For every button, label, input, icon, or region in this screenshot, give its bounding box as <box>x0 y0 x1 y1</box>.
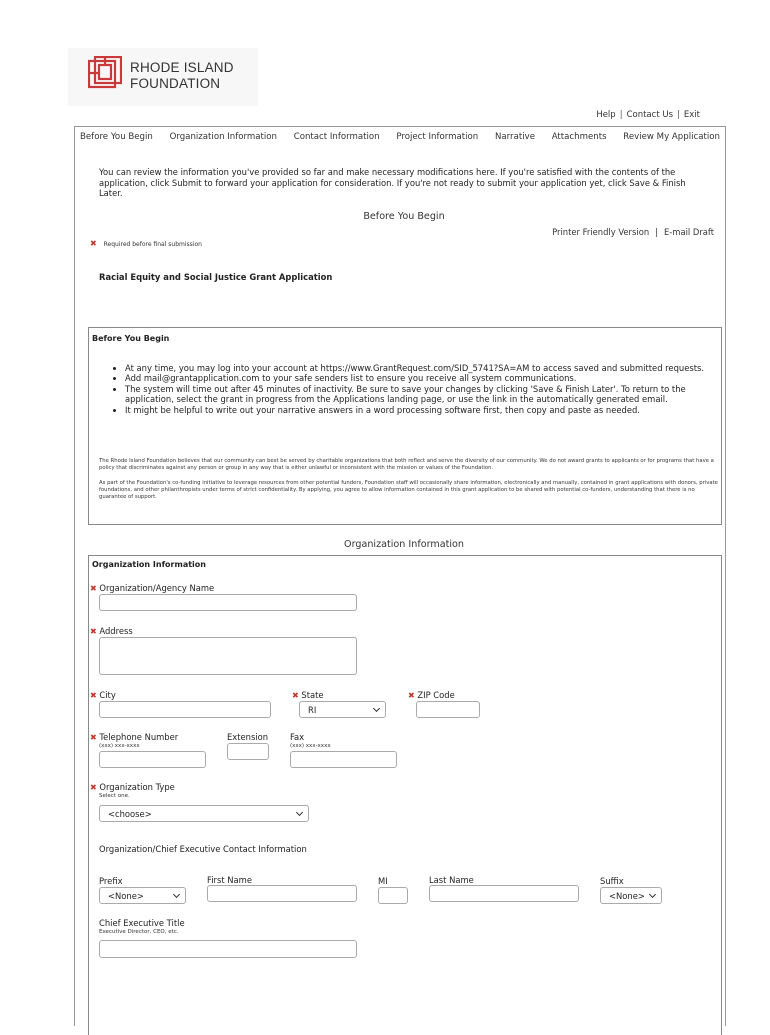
state-select-value: RI <box>308 704 317 715</box>
required-note: ✖ Required before final submission <box>90 239 202 248</box>
panel-heading: Before You Begin <box>92 334 170 343</box>
org-name-input[interactable] <box>99 594 357 611</box>
required-icon: ✖ <box>90 239 97 248</box>
panel-heading: Organization Information <box>92 560 206 569</box>
required-icon: ✖ <box>90 783 97 792</box>
city-input[interactable] <box>99 701 271 718</box>
phone-hint: (xxx) xxx-xxxx <box>99 743 140 749</box>
required-icon: ✖ <box>408 691 415 700</box>
intro-text: You can review the information you've provided so far and make necessary modifications here. If you're satisfied with the contents of the application, click Submit to forward your application for consideration. If you're not ready to submit your application yet, click Save & Finish Later. <box>99 167 686 198</box>
address-label: ✖ Address <box>90 626 133 636</box>
city-label: ✖ City <box>90 690 116 700</box>
org-type-select[interactable] <box>99 805 309 822</box>
contact-us-link[interactable]: Contact Us <box>626 110 674 120</box>
address-textarea[interactable] <box>99 637 357 675</box>
section-title-before-you-begin: Before You Begin <box>363 211 445 222</box>
chevron-down-icon <box>173 890 180 897</box>
link-separator: | <box>619 110 623 120</box>
required-icon: ✖ <box>90 733 97 742</box>
help-link[interactable]: Help <box>596 110 616 120</box>
tab-before-you-begin[interactable]: Before You Begin <box>80 132 153 142</box>
fax-label: Fax <box>290 732 305 742</box>
required-icon: ✖ <box>90 691 97 700</box>
tab-contact-information[interactable]: Contact Information <box>293 132 380 142</box>
exit-link[interactable]: Exit <box>683 110 700 120</box>
ceo-title-input[interactable] <box>99 940 357 958</box>
required-icon: ✖ <box>90 627 97 636</box>
foundation-logo <box>68 48 258 106</box>
list-item: • It might be helpful to write out your narrative answers in a word processing software first, then copy and paste as needed. <box>125 405 705 415</box>
zip-input[interactable] <box>416 701 480 718</box>
extension-input[interactable] <box>227 743 269 760</box>
suffix-label: Suffix <box>600 876 624 886</box>
tab-project-information[interactable]: Project Information <box>396 132 479 142</box>
tab-review-my-application[interactable]: Review My Application <box>623 132 720 142</box>
tab-narrative[interactable]: Narrative <box>494 132 535 142</box>
prefix-select[interactable] <box>99 887 186 904</box>
foundation-logo-icon <box>88 56 122 92</box>
org-type-label: ✖ Organization Type <box>90 782 175 792</box>
first-name-input[interactable] <box>207 885 357 902</box>
nondiscrimination-text: The Rhode Island Foundation believes that our community can best be served by charitable organizations that both reflect and serve the diversity of our community. We do not award grants to applicants or for programs that have a policy that discriminates against any person or group in any way that is either unlawful or inconsistent with the mission or values of the Foundation. <box>99 458 714 471</box>
chevron-down-icon <box>373 704 380 711</box>
section-title-organization-information: Organization Information <box>344 539 464 550</box>
list-item: • The system will time out after 45 minutes of inactivity. Be sure to save your changes by clicking 'Save & Finish Later'. To return to the application, select the grant in progress from the Applications landing page, or use the link in the automatically generated email. <box>125 384 705 405</box>
prefix-select-value: <None> <box>108 890 144 901</box>
application-title: Racial Equity and Social Justice Grant Application <box>99 272 333 282</box>
state-label: ✖ State <box>292 690 324 700</box>
list-item: • At any time, you may log into your account at https://www.GrantRequest.com/SID_5741?SA=AM to access saved and submitted requests. <box>125 363 705 373</box>
last-name-input[interactable] <box>429 885 579 902</box>
tab-attachments[interactable]: Attachments <box>551 132 607 142</box>
first-name-label: First Name <box>207 875 252 885</box>
ceo-title-label: Chief Executive Title <box>99 918 185 928</box>
required-icon: ✖ <box>90 584 97 593</box>
phone-label: ✖ Telephone Number <box>90 732 179 742</box>
prefix-label: Prefix <box>99 876 123 886</box>
link-separator: | <box>655 227 658 237</box>
tab-organization-information[interactable]: Organization Information <box>169 132 277 142</box>
suffix-select[interactable] <box>600 887 662 904</box>
ceo-contact-heading: Organization/Chief Executive Contact Information <box>99 844 307 854</box>
extension-label: Extension <box>227 732 269 742</box>
org-name-label: ✖ Organization/Agency Name <box>90 583 215 593</box>
link-separator: | <box>677 110 680 120</box>
required-icon: ✖ <box>292 691 299 700</box>
fax-input[interactable] <box>290 751 397 768</box>
chevron-down-icon <box>649 890 656 897</box>
mi-label: MI <box>378 876 388 886</box>
logo-text: RHODE ISLAND FOUNDATION <box>130 60 234 91</box>
org-type-hint: Select one. <box>99 793 130 799</box>
instructions-list <box>115 363 705 415</box>
top-links <box>596 110 700 120</box>
zip-label: ✖ ZIP Code <box>408 690 455 700</box>
last-name-label: Last Name <box>429 875 474 885</box>
phone-input[interactable] <box>99 751 206 768</box>
application-nav <box>80 132 720 146</box>
cofunding-text: As part of the Foundation's co-funding initiative to leverage resources from other potential funders, Foundation staff will occasionally share information, electronically and manually, contained in grant applications with donors, private foundations, and other philanthropists under terms of strict confidentiality. By applying, you agree to allow information contained in this grant application to be shared with potential co-funders, understanding that there is no guarantee of support. <box>99 480 718 500</box>
email-draft-link[interactable]: E-mail Draft <box>663 227 714 237</box>
print-actions <box>552 227 714 237</box>
org-type-select-value: <choose> <box>108 808 152 819</box>
fax-hint: (xxx) xxx-xxxx <box>290 743 331 749</box>
state-select[interactable] <box>299 701 386 718</box>
mi-input[interactable] <box>378 887 408 904</box>
suffix-select-value: <None> <box>609 890 645 901</box>
printer-friendly-link[interactable]: Printer Friendly Version <box>552 227 650 237</box>
chevron-down-icon <box>296 808 303 815</box>
list-item: • Add mail@grantapplication.com to your safe senders list to ensure you receive all system communications. <box>125 373 705 383</box>
organization-information-panel <box>88 555 722 1035</box>
before-you-begin-panel <box>88 327 722 525</box>
ceo-title-hint: Executive Director, CEO, etc. <box>99 929 179 935</box>
